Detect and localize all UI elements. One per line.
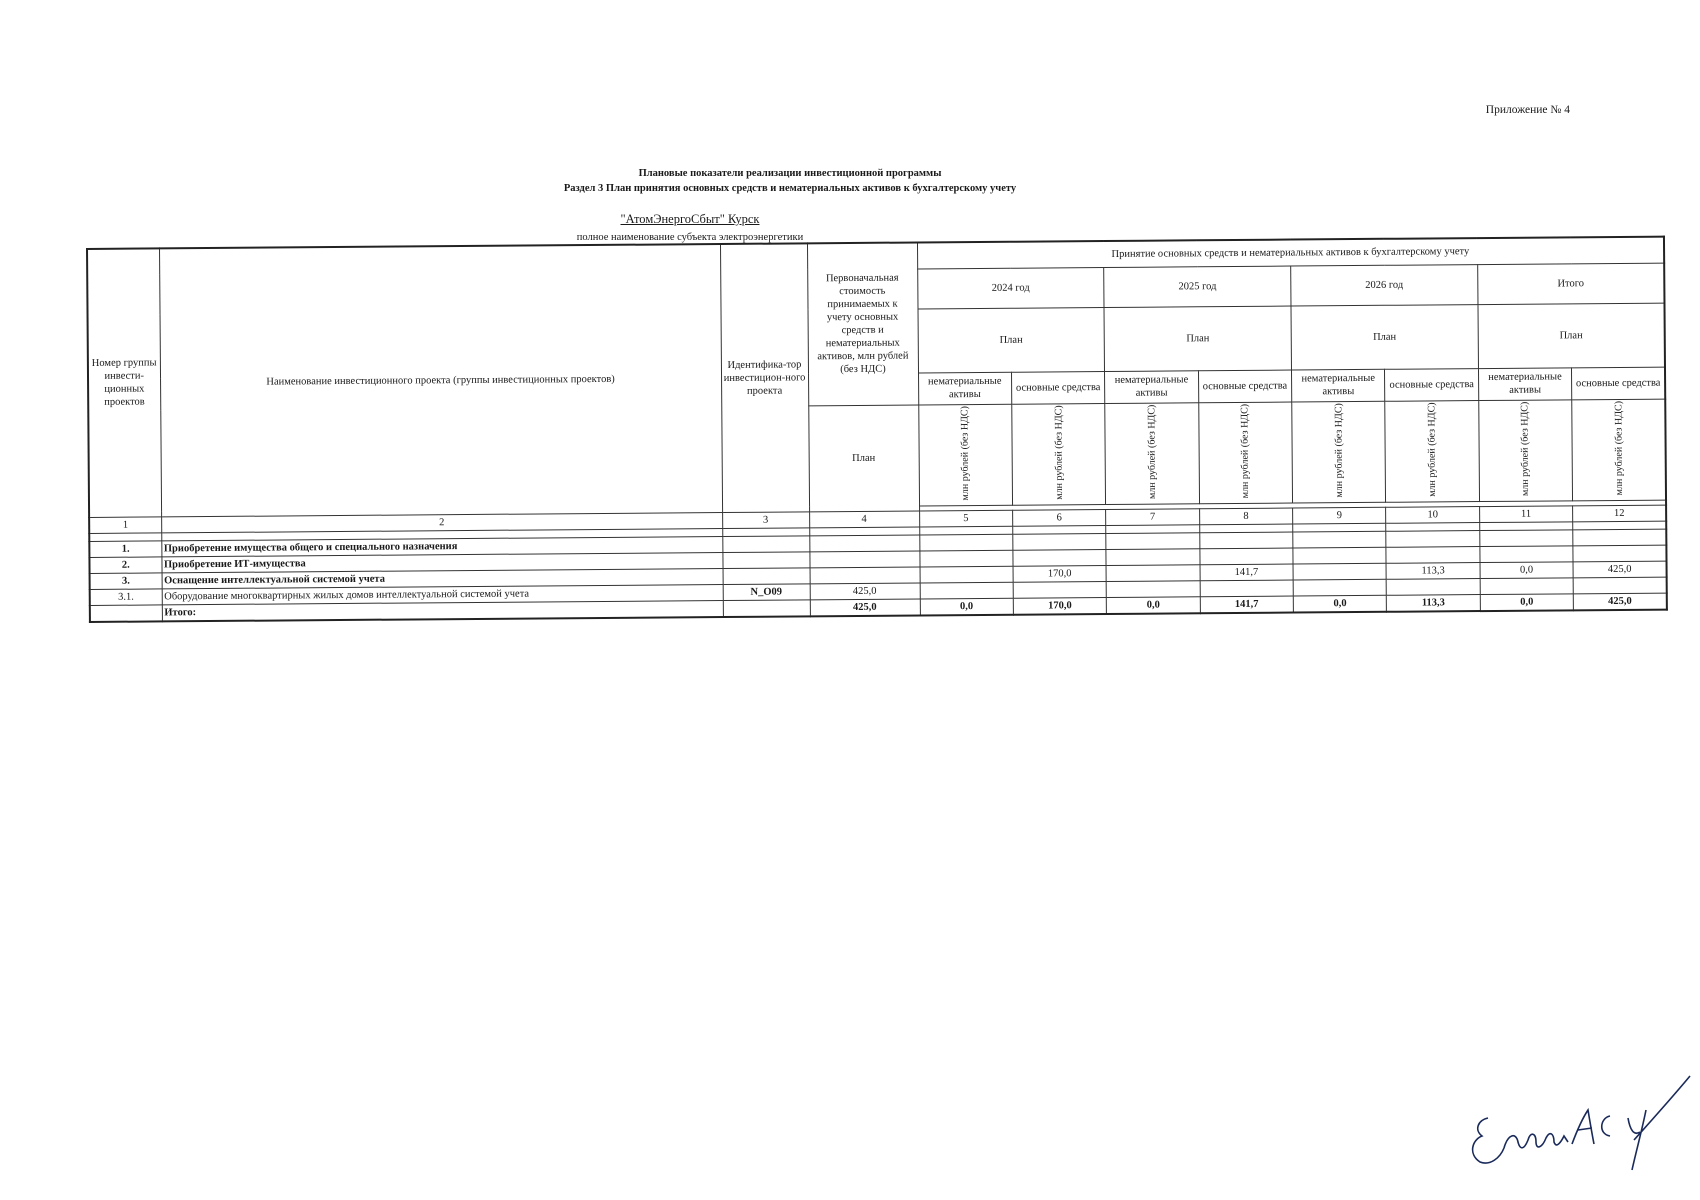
- row-number: 2.: [89, 557, 161, 574]
- row-value: 0,0: [1480, 562, 1573, 579]
- sub-intangible: нематериальные активы: [1105, 370, 1199, 403]
- row-value: [810, 567, 920, 584]
- column-number: 3: [722, 512, 809, 529]
- row-value: [1386, 530, 1479, 547]
- row-value: [1106, 533, 1199, 550]
- row-value: [1106, 581, 1199, 598]
- subject-caption: полное наименование субъекта электроэнергетики: [576, 232, 804, 243]
- row-value: [1013, 581, 1106, 598]
- row-value: [1199, 532, 1292, 549]
- sub-fixed: основные средства: [1198, 370, 1292, 403]
- row-number: [90, 605, 162, 622]
- row-value: [1387, 578, 1480, 595]
- column-number: 11: [1479, 506, 1572, 523]
- column-number: 4: [809, 511, 919, 528]
- unit-label: млн рублей (без НДС): [959, 405, 972, 501]
- acceptance-header: Принятие основных средств и нематериальных активов к бухгалтерскому учету: [917, 237, 1664, 269]
- annex-label: Приложение № 4: [1485, 104, 1570, 116]
- row-value: 425,0: [810, 583, 920, 600]
- row-value: [1573, 545, 1667, 562]
- col-initial-cost-plan: План: [808, 404, 919, 511]
- column-number: 2: [161, 512, 722, 532]
- row-identifier: [722, 536, 809, 553]
- row-project-name: Оснащение интеллектуальной системой учета: [162, 568, 723, 588]
- document-title: [0, 166, 1580, 196]
- row-value: [920, 566, 1013, 583]
- table-body: [89, 529, 1667, 622]
- row-project-name: Итого:: [162, 600, 723, 621]
- subject-name: "АтомЭнергоСбыт" Курск: [620, 212, 760, 226]
- row-value: [919, 534, 1012, 551]
- unit-label: млн рублей (без НДС): [1332, 402, 1345, 498]
- row-value: [1200, 548, 1293, 565]
- row-project-name: Оборудование многоквартирных жилых домов интеллектуальной системой учета: [162, 584, 723, 604]
- title-line-2: Раздел 3 План принятия основных средств и нематериальных активов к бухгалтерскому учету: [563, 183, 1017, 194]
- handwritten-signature: [1460, 1070, 1700, 1180]
- row-identifier: [723, 568, 810, 585]
- plan-label: План: [1104, 306, 1291, 371]
- row-value: [1386, 546, 1479, 563]
- sub-intangible: нематериальные активы: [918, 372, 1012, 405]
- title-line-1: Плановые показатели реализации инвестиционной программы: [638, 168, 942, 179]
- unit-label: млн рублей (без НДС): [1426, 401, 1439, 497]
- row-project-name: Приобретение имущества общего и специального назначения: [161, 536, 722, 556]
- row-number: 1.: [89, 541, 161, 558]
- row-value: 425,0: [1573, 561, 1667, 578]
- row-number: 3.1.: [90, 589, 162, 606]
- row-project-name: Приобретение ИТ-имущества: [161, 552, 722, 572]
- row-value: 141,7: [1200, 596, 1294, 613]
- row-value: 0,0: [1107, 597, 1201, 614]
- sub-intangible: нематериальные активы: [1478, 367, 1572, 400]
- row-identifier: [722, 552, 809, 569]
- row-value: [1013, 533, 1106, 550]
- row-value: [1573, 529, 1667, 546]
- row-value: [1480, 578, 1573, 595]
- row-value: [1293, 531, 1386, 548]
- row-value: [1573, 577, 1667, 594]
- sub-fixed: основные средства: [1011, 371, 1105, 404]
- row-value: [1200, 580, 1293, 597]
- row-value: [1293, 563, 1386, 580]
- period-2025: 2025 год: [1104, 266, 1291, 307]
- col-group-number: Номер группы инвести-ционных проектов: [87, 248, 161, 517]
- col-project-name: Наименование инвестиционного проекта (группы инвестиционных проектов): [159, 244, 722, 517]
- row-value: 0,0: [1480, 594, 1574, 611]
- unit-label: млн рублей (без НДС): [1052, 404, 1065, 500]
- sub-fixed: основные средства: [1572, 367, 1666, 400]
- period-2026: 2026 год: [1291, 264, 1478, 305]
- row-value: [920, 582, 1013, 599]
- row-value: [1106, 549, 1199, 566]
- col-initial-cost: Первоначальная стоимость принимаемых к учету основных средств и нематериальных активов, млн рублей (без НДС): [807, 242, 918, 405]
- sub-fixed: основные средства: [1385, 368, 1479, 401]
- col-identifier: Идентифика-тор инвестицион-ного проекта: [720, 243, 809, 512]
- row-value: 425,0: [1573, 593, 1667, 610]
- row-value: 170,0: [1013, 597, 1107, 614]
- period-total: Итого: [1477, 263, 1664, 304]
- row-value: 113,3: [1387, 594, 1481, 611]
- column-number: 6: [1012, 509, 1105, 526]
- plan-label: План: [1478, 303, 1665, 368]
- unit-label: млн рублей (без НДС): [1612, 400, 1625, 495]
- row-value: [809, 551, 919, 568]
- column-number: 10: [1386, 506, 1479, 523]
- period-2024: 2024 год: [917, 267, 1104, 308]
- row-value: [919, 550, 1012, 567]
- row-value: 170,0: [1013, 565, 1106, 582]
- row-identifier: [723, 600, 810, 617]
- column-number: 5: [919, 510, 1012, 527]
- row-value: [809, 535, 919, 552]
- row-number: 3.: [90, 573, 162, 590]
- plan-label: План: [918, 307, 1105, 372]
- investment-table: [86, 236, 1668, 623]
- row-value: [1480, 530, 1573, 547]
- row-value: [1013, 549, 1106, 566]
- row-value: 113,3: [1386, 562, 1479, 579]
- row-value: 425,0: [810, 599, 920, 616]
- row-value: 0,0: [920, 598, 1014, 615]
- row-identifier: N_O09: [723, 584, 810, 601]
- column-number: 12: [1573, 505, 1667, 522]
- column-number: 1: [89, 517, 161, 534]
- unit-label: млн рублей (без НДС): [1239, 403, 1252, 498]
- column-number: 8: [1199, 508, 1292, 525]
- plan-label: План: [1291, 304, 1478, 369]
- row-value: [1293, 579, 1386, 596]
- investment-table-container: [86, 236, 1668, 623]
- row-value: 0,0: [1293, 595, 1387, 612]
- row-value: [1480, 546, 1573, 563]
- sub-intangible: нематериальные активы: [1291, 369, 1385, 402]
- column-number: 9: [1293, 507, 1386, 524]
- unit-label: млн рублей (без НДС): [1519, 401, 1532, 496]
- row-value: [1106, 565, 1199, 582]
- unit-label: млн рублей (без НДС): [1146, 404, 1158, 499]
- row-value: 141,7: [1200, 564, 1293, 581]
- row-value: [1293, 547, 1386, 564]
- column-number: 7: [1106, 509, 1199, 526]
